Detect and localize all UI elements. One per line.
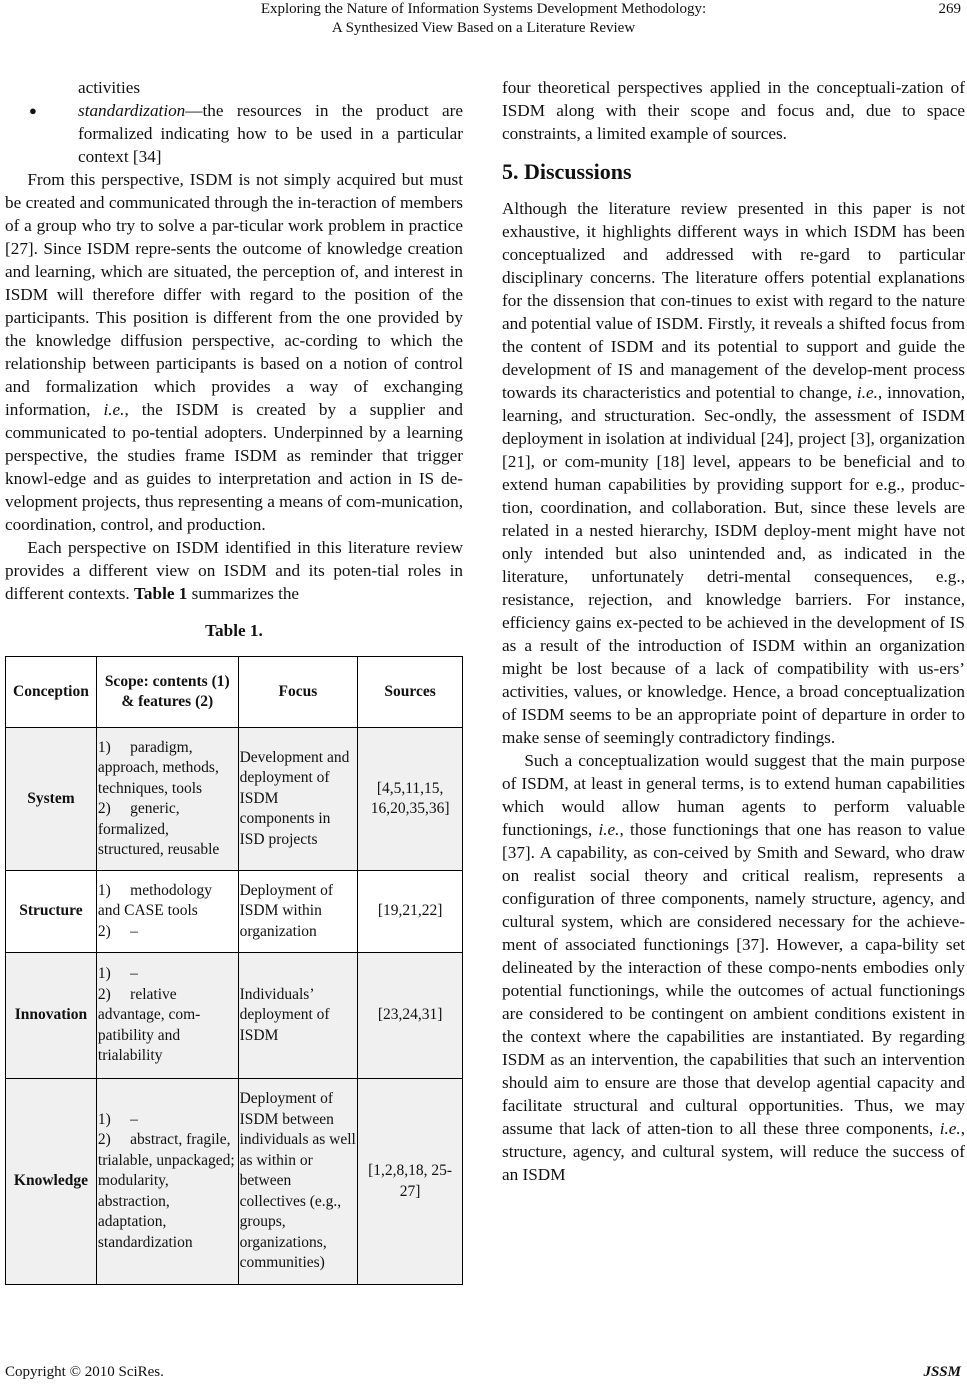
section-heading: 5. Discussions <box>502 159 632 184</box>
column-header: Scope: contents (1) & features (2) <box>96 657 238 728</box>
copyright-notice: Copyright © 2010 SciRes. <box>5 1364 164 1380</box>
conception-cell: Structure <box>6 871 97 953</box>
paragraph-text: Although the literature review presented in this paper is not exhaustive, it highlights different ways in which ISDM has been conceptualized and addressed with re-gard to particular disciplinary concerns. The literature offers potential explanations for the dissension that con-tinues to exist with regard to the nature and potential value of ISDM. Firstly, it reveals a shifted focus from the content of ISDM and its potential to support and guide the development of IS and management of the develop-ment process towards its characteristics and potential to change, <box>502 199 965 402</box>
paragraph <box>5 168 463 536</box>
journal-abbreviation: JSSM <box>923 1364 961 1380</box>
table-header-row <box>6 657 463 728</box>
paragraph-text: , those functionings that one has reason to value [37]. A capability, as con-ceived by Smith and Seward, who draw on realist social theory and critical realism, represents a configuration of three components, namely structure, agency, and cultural system, which are considered necessary for the achieve-ment of associated functionings [37]. However, a capa-bility set delineated by the interaction of these compo-nents embodies only potential functionings, while the outcomes of actual functionings are considered to be contingent on ambient conditions existent in the context where the capabilities are instantiated. By regarding ISDM as an intervention, the capabilities that such an intervention should aim to ensure are those that develop agential capacity and facilitate structural and cultural opportunities. Thus, we may assume that lack of atten-tion to all these three components, <box>502 820 965 1138</box>
table-row <box>6 728 463 871</box>
column-header: Sources <box>358 657 463 728</box>
scope-features: 2) relative advantage, com-patibility and trialability <box>97 985 201 1065</box>
table-title: Table 1. <box>205 621 263 640</box>
column-header: Conception <box>6 657 97 728</box>
column-header: Focus <box>238 657 358 728</box>
paragraph-text: summarizes the <box>187 584 300 603</box>
paragraph <box>502 197 965 749</box>
scope-cell <box>96 953 238 1079</box>
right-column <box>502 76 965 1186</box>
paragraph-text: Each perspective on ISDM identified in this literature review provides a different view on ISDM and its poten-tial roles in different contexts. <box>5 538 463 603</box>
table-row <box>6 871 463 953</box>
list-item-text: ―the resources in the product are formalized indicating how to be used in a particular context [34] <box>78 101 463 166</box>
emphasis: i.e. <box>856 383 878 402</box>
paragraph-text: , the ISDM is created by a supplier and communicated to po-tential adopters. Underpinned by a learning perspective, the studies frame ISDM as reminder that trigger knowl-edge and as guides to interpretation and action in IS de-velopment projects, thus representing a means of com-munication, coordination, control, and production. <box>5 400 463 534</box>
scope-features: 2) – <box>97 922 138 940</box>
focus-cell: Individuals’ deployment of ISDM <box>238 953 358 1079</box>
focus-cell: Development and deployment of ISDM components in ISD projects <box>238 728 358 871</box>
scope-features: 2) generic, formalized, structured, reusable <box>97 800 220 858</box>
scope-contents: 1) – <box>97 965 138 983</box>
emphasis: i.e. <box>598 820 620 839</box>
sources-cell: [4,5,11,15, 16,20,35,36] <box>358 728 463 871</box>
paragraph: four theoretical perspectives applied in the conceptuali-zation of ISDM along with their scope and focus and, due to space constraints, a limited example of sources. <box>502 78 965 143</box>
table-row <box>6 1079 463 1285</box>
sources-cell: [19,21,22] <box>358 871 463 953</box>
page-footer <box>5 1364 965 1381</box>
scope-cell <box>96 728 238 871</box>
left-column <box>5 76 463 1285</box>
bullet-icon: ● <box>29 103 37 118</box>
focus-cell: Deployment of ISDM within organization <box>238 871 358 953</box>
conception-cell: System <box>6 728 97 871</box>
paragraph-text: Such a conceptualization would suggest that the main purpose of ISDM, at least in general terms, is to extend human capabilities which would allow human agents to perform valuable functionings, <box>502 751 965 839</box>
header-title-line2: A Synthesized View Based on a Literature Review <box>331 20 636 36</box>
list-item-term: standardization <box>78 101 186 120</box>
table-reference: Table 1 <box>134 584 188 603</box>
emphasis: i.e. <box>939 1119 961 1138</box>
conception-cell: Innovation <box>6 953 97 1079</box>
sources-cell: [1,2,8,18, 25-27] <box>358 1079 463 1285</box>
list-item <box>5 99 463 168</box>
scope-cell <box>96 1079 238 1285</box>
scope-cell <box>96 871 238 953</box>
conception-cell: Knowledge <box>6 1079 97 1285</box>
paragraph-text: From this perspective, ISDM is not simply acquired but must be created and communicated through the in-teraction of members of a group who try to solve a par-ticular work problem in practice [27]. Since ISDM repre-sents the outcome of knowledge creation and learning, which are situated, the perception of, and interest in ISDM will therefore differ with regard to the position of the participants. This position is different from the one provided by the knowledge diffusion perspective, ac-cording to which the relationship between participants is based on a notion of control and formalization which provides a way of exchanging information, <box>5 170 463 419</box>
running-header <box>0 0 967 38</box>
paragraph <box>5 536 463 605</box>
scope-contents: 1) methodology and CASE tools <box>97 881 212 920</box>
focus-cell: Deployment of ISDM between individuals as well as within or between collectives (e.g., groups, organizations, communities) <box>238 1079 358 1285</box>
page-number: 269 <box>938 1 961 17</box>
sources-cell: [23,24,31] <box>358 953 463 1079</box>
emphasis: i.e. <box>103 400 125 419</box>
bullet-list <box>5 99 463 168</box>
list-item-continuation: activities <box>78 78 141 97</box>
paragraph-text: , structure, agency, and cultural system, will reduce the success of an ISDM <box>502 1119 965 1184</box>
table-row <box>6 953 463 1079</box>
header-title-line1: Exploring the Nature of Information Systems Development Methodology: <box>260 1 707 17</box>
scope-features: 2) abstract, fragile, trialable, unpackaged; modularity, abstraction, adaptation, standardization <box>97 1131 235 1251</box>
scope-contents: 1) – <box>97 1110 138 1128</box>
conception-table <box>5 656 463 1285</box>
paragraph <box>502 749 965 1186</box>
paragraph-text: , innovation, learning, and structuration. Sec-ondly, the assessment of ISDM deployment in isolation at individual [24], project [3], organization [21], or com-munity [18] level, appears to be beneficial and to extend human capabilities by providing support for e.g., produc-tion, coordination, and collaboration. But, since these levels are related in a nested hierarchy, ISDM deploy-ment might have not only intended but also unintended and, as indicated in the literature, unfortunately detri-mental consequences, e.g., resistance, rejection, and knowledge barriers. For instance, efficiency gains ex-pected to be achieved in the development of IS as a result of the introduction of ISDM within an organization might be lost because of a lack of compatibility with us-ers’ activities, values, or knowledge. Hence, a broad conceptualization of ISDM seems to be an appropriate point of departure in order to make sense of seemingly contradictory findings. <box>502 383 965 747</box>
scope-contents: 1) paradigm, approach, methods, techniques, tools <box>97 738 219 797</box>
